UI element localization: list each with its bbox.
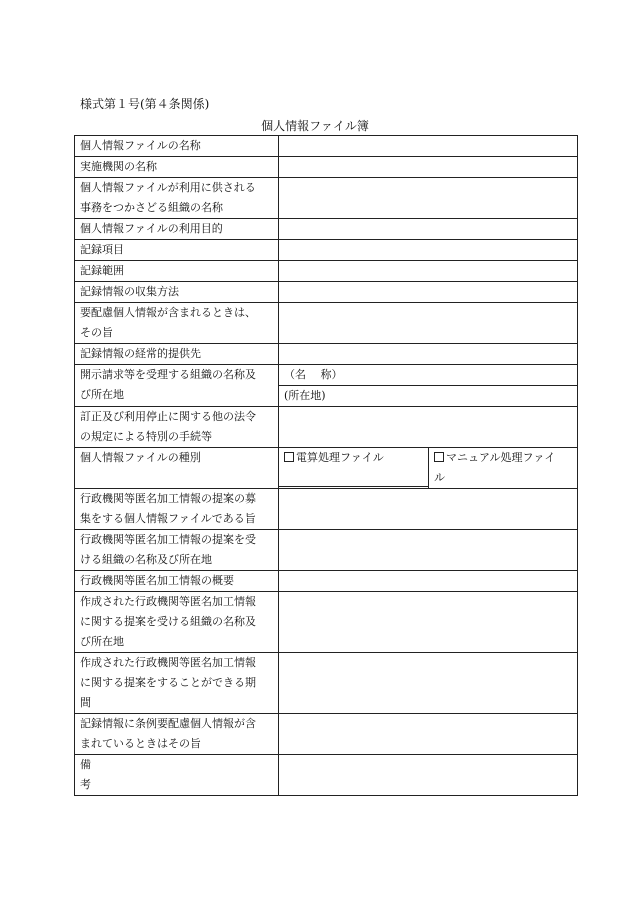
value-special-procedures[interactable] — [279, 407, 578, 448]
table-row — [75, 219, 578, 240]
table-row — [75, 653, 578, 714]
label-request-org: 開示請求等を受理する組織の名称及 び所在地 — [75, 365, 279, 407]
value-record-scope[interactable] — [279, 261, 578, 282]
table-row — [75, 714, 578, 755]
value-record-items[interactable] — [279, 240, 578, 261]
remarks-char-1: 備 — [80, 758, 91, 771]
label-created-period: 作成された行政機関等匿名加工情報 に関する提案をすることができる期 間 — [75, 653, 279, 714]
remarks-char-2: 考 — [80, 778, 91, 791]
form-reference: 様式第１号(第４条関係) — [80, 97, 210, 111]
label-record-scope: 記録範囲 — [75, 261, 279, 282]
value-regular-recipients[interactable] — [279, 344, 578, 365]
checkbox-electronic[interactable] — [284, 452, 294, 462]
option-electronic-file[interactable]: 電算処理ファイル — [279, 448, 429, 487]
value-ordinance-sensitive[interactable] — [279, 714, 578, 755]
label-anon-org: 行政機関等匿名加工情報の提案を受 ける組織の名称及び所在地 — [75, 530, 279, 571]
table-row — [75, 489, 578, 530]
value-request-org-name[interactable]: （名 称） — [279, 365, 578, 386]
label-remarks — [75, 755, 279, 796]
label-sensitive-info: 要配慮個人情報が含まれるときは、 その旨 — [75, 303, 279, 344]
label-ordinance-sensitive: 記録情報に条例要配慮個人情報が含 まれているときはその旨 — [75, 714, 279, 755]
label-collection-method: 記録情報の収集方法 — [75, 282, 279, 303]
table-row — [75, 261, 578, 282]
label-regular-recipients: 記録情報の経常的提供先 — [75, 344, 279, 365]
table-row — [75, 282, 578, 303]
table-row — [75, 407, 578, 448]
personal-info-file-register-table — [74, 135, 578, 796]
label-file-kind: 個人情報ファイルの種別 — [75, 448, 279, 489]
value-request-org-location[interactable]: (所在地) — [279, 386, 578, 407]
value-sensitive-info[interactable] — [279, 303, 578, 344]
label-special-procedures: 訂正及び利用停止に関する他の法令 の規定による特別の手続等 — [75, 407, 279, 448]
label-file-name: 個人情報ファイルの名称 — [75, 136, 279, 157]
table-row — [75, 448, 578, 487]
table-row — [75, 303, 578, 344]
document-title: 個人情報ファイル簿 — [261, 119, 369, 133]
label-created-org: 作成された行政機関等匿名加工情報 に関する提案を受ける組織の名称及 び所在地 — [75, 592, 279, 653]
label-record-items: 記録項目 — [75, 240, 279, 261]
value-created-org[interactable] — [279, 592, 578, 653]
table-row — [75, 157, 578, 178]
label-anon-summary: 行政機関等匿名加工情報の概要 — [75, 571, 279, 592]
table-row — [75, 571, 578, 592]
value-anon-org[interactable] — [279, 530, 578, 571]
value-agency-name[interactable] — [279, 157, 578, 178]
option-manual-file[interactable]: マニュアル処理ファイ ル — [429, 448, 578, 489]
label-agency-name: 実施機関の名称 — [75, 157, 279, 178]
value-purpose[interactable] — [279, 219, 578, 240]
label-anon-offer: 行政機関等匿名加工情報の提案の募 集をする個人情報ファイルである旨 — [75, 489, 279, 530]
value-anon-summary[interactable] — [279, 571, 578, 592]
table-row — [75, 240, 578, 261]
label-purpose: 個人情報ファイルの利用目的 — [75, 219, 279, 240]
value-file-name[interactable] — [279, 136, 578, 157]
table-row — [75, 136, 578, 157]
table-row — [75, 592, 578, 653]
table-row — [75, 530, 578, 571]
value-collection-method[interactable] — [279, 282, 578, 303]
table-row — [75, 344, 578, 365]
label-responsible-org: 個人情報ファイルが利用に供される 事務をつかさどる組織の名称 — [75, 178, 279, 219]
table-row — [75, 755, 578, 796]
value-anon-offer[interactable] — [279, 489, 578, 530]
checkbox-manual[interactable] — [434, 452, 444, 462]
table-row — [75, 365, 578, 386]
value-remarks[interactable] — [279, 755, 578, 796]
table-row — [75, 178, 578, 219]
value-created-period[interactable] — [279, 653, 578, 714]
value-responsible-org[interactable] — [279, 178, 578, 219]
